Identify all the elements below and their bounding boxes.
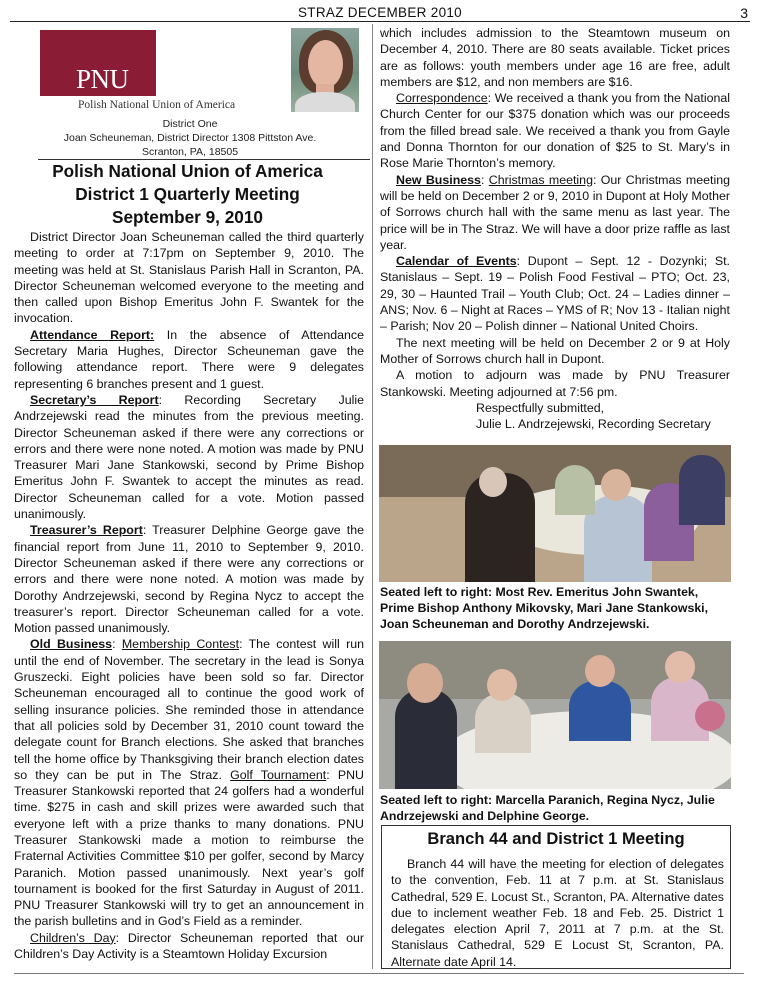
meeting-photo-2 bbox=[379, 641, 731, 789]
adjourn-paragraph: A motion to adjourn was made by PNU Treasurer Stankowski. Meeting adjourned at 7:56 pm. bbox=[380, 368, 730, 399]
photo-caption-1: Seated left to right: Most Rev. Emeritus John Swantek, Prime Bishop Anthony Mikovsky, Mari Jane Stankowski, Joan Scheuneman and Dorothy Andrzejewski. bbox=[380, 585, 709, 631]
childrens-day-continued: which includes admission to the Steamtown museum on December 4, 2010. There are 80 seats available. Ticket prices are as follows: youth members under age 16 are free, adult members are $12, and non members are $16. bbox=[380, 26, 730, 89]
district-line-1: District One bbox=[162, 118, 218, 130]
childrens-day-text-start: : Director Scheuneman reported that our Children’s Day Activity is a Steamtown Holiday Excursion bbox=[14, 930, 364, 962]
photo2-person-1 bbox=[395, 689, 457, 789]
running-title: STRAZ DECEMBER 2010 bbox=[298, 5, 462, 20]
calendar-text: : Dupont – Sept. 12 - Dozynki; St. Stanislaus – Sept. 19 – Polish Food Festival – PTO; Oct. 23, 29, 30 – Haunted Trail – Youth Club; Oct. 24 – Ladies dinner – ANS; Nov. 6 – Night at Races – YMS of R; Nov 13 - Italian night – Parish; Nov 20 – Polish dinner – National United Choirs. bbox=[380, 254, 730, 334]
treasurer-heading: Treasurer’s Report bbox=[30, 523, 143, 538]
photo2-head-3 bbox=[585, 655, 615, 687]
director-portrait bbox=[291, 28, 359, 112]
photo2-flowers bbox=[695, 701, 725, 731]
notice-text: Branch 44 will have the meeting for election of delegates to the convention, Feb. 11 at 7 p.m. at St. Stanislaus Cathedral, 529 E. Locust St., Scranton, PA. Alternative dates due to inclement weather Feb. 18 and Feb. 25. District 1 delegates election April 7, 2011 at 7 p.m. at the St. Stanislaus Cathedral, 529 E Locust St, Scranton, PA. Alternate date April 14. bbox=[391, 857, 724, 969]
signoff-line-1: Respectfully submitted, bbox=[476, 400, 605, 415]
portrait-shirt bbox=[295, 92, 355, 112]
meeting-photo-1 bbox=[379, 445, 731, 582]
intro-paragraph: District Director Joan Scheuneman called the third quarterly meeting to order at 7:17pm on September 9, 2010. The meeting was held at St. Stanislaus Parish Hall in Scranton, PA. Director Scheuneman welcomed everyone to the meeting and then called upon Bishop Emeritus John F. Swantek for the invocation. bbox=[14, 230, 364, 326]
footer-rule bbox=[14, 973, 744, 974]
notice-title: Branch 44 and District 1 Meeting bbox=[427, 829, 685, 848]
title-line-1: Polish National Union of America bbox=[52, 161, 323, 181]
page-header bbox=[10, 4, 750, 22]
photo2-head-1 bbox=[407, 663, 443, 703]
photo1-head-2 bbox=[601, 469, 631, 501]
photo1-person-5 bbox=[679, 455, 725, 525]
old-business-colon: : bbox=[112, 637, 122, 652]
calendar-paragraph bbox=[380, 253, 730, 334]
new-business-text: : Our Christmas meeting will be held on December 2 or 9, 2010 in Dupont at Holy Mother of Sorrows church hall with the same menu as last year. The price will be in The Straz. We will have a door prize raffle as last year. bbox=[380, 172, 730, 252]
new-business-colon: : bbox=[480, 172, 489, 187]
childrens-day-label: Children’s Day bbox=[30, 930, 116, 945]
membership-contest-label: Membership Contest bbox=[121, 637, 240, 652]
next-meeting-paragraph: The next meeting will be held on December 2 or 9 at Holy Mother of Sorrows church hall in Dupont. bbox=[380, 335, 730, 366]
correspondence-paragraph bbox=[380, 90, 730, 171]
article-column-left bbox=[14, 229, 364, 962]
attendance-paragraph bbox=[14, 327, 364, 392]
signoff-line-2: Julie L. Andrzejewski, Recording Secretary bbox=[476, 417, 711, 432]
secretary-paragraph bbox=[14, 392, 364, 522]
notice-box bbox=[381, 825, 731, 969]
photo1-head-1 bbox=[479, 467, 507, 497]
golf-label: Golf Tournament bbox=[230, 767, 327, 782]
article-title bbox=[10, 160, 365, 229]
correspondence-label: Correspondence bbox=[396, 91, 488, 106]
pnu-logo-caption: Polish National Union of America bbox=[78, 99, 236, 111]
title-line-3: September 9, 2010 bbox=[112, 207, 263, 227]
pnu-logo-mark: PNU bbox=[76, 64, 129, 94]
portrait-face bbox=[308, 40, 343, 88]
district-line-3: Scranton, PA, 18505 bbox=[141, 146, 239, 158]
photo2-person-2 bbox=[475, 693, 531, 753]
golf-text: : PNU Treasurer Stankowski reported that 24 golfers had a wonderful time. $275 in cash and skill prizes were awarded such that everyone left with a prize thanks to many donations. PNU Treasurer Stankowski made a motion to reimburse the Fraternal Activities Committee $10 per golfer, second by Marcy Paranich. Motion passed unanimously. Next year’s golf tournament is booked for the first Saturday in August of 2011. PNU Treasurer Stankowski will try to get an announcement in the parish bulletins and in God’s Field as a reminder. bbox=[14, 767, 365, 929]
column-divider bbox=[372, 24, 373, 969]
treasurer-paragraph bbox=[14, 522, 364, 636]
pnu-logo bbox=[40, 30, 156, 96]
page-number: 3 bbox=[740, 5, 748, 21]
attendance-text: In the absence of Attendance Secretary Maria Hughes, Director Scheuneman gave the following attendance report. There were 9 delegates representing 6 branches present and 1 guest. bbox=[14, 327, 364, 391]
old-business-text: : The contest will run until the end of November. The secretary in the lead is Sonya Gruszecki. Eight policies have been sold so far. Director Scheuneman encouraged all to continue the good work of selling insurance policies. She reminded those in attendance that all policies sold by December 31, 2010 count toward the delegate count for Branch elections. She asked that branches tell the home office by Thanksgiving their branch election dates so they can be put in The Straz. bbox=[14, 637, 365, 782]
title-line-2: District 1 Quarterly Meeting bbox=[75, 184, 300, 204]
childrens-day-paragraph bbox=[14, 930, 364, 963]
correspondence-text: : We received a thank you from the National Church Center for our $375 donation which was our proceeds from the filled bread sale. We received a thank you from Gayle and Donna Thornton for our donation of $25 to St. Mary’s in Rose Marie Thornton’s memory. bbox=[380, 91, 730, 171]
article-column-right bbox=[380, 25, 730, 432]
photo2-person-3 bbox=[569, 681, 631, 741]
photo1-person-4 bbox=[555, 465, 595, 515]
photo-caption-2: Seated left to right: Marcella Paranich, Regina Nycz, Julie Andrzejewski and Delphine George. bbox=[380, 793, 715, 823]
secretary-heading: Secretary’s Report bbox=[30, 392, 159, 407]
treasurer-text: : Treasurer Delphine George gave the financial report from June 11, 2010 to September 9, 2010. Director Scheuneman asked if there were any corrections or errors and there were none noted. A motion was made by Dorothy Andrzejewski, second by Regina Nycz to accept the treasurer’s report. Director Scheuneman called for a vote. Motion passed unanimously. bbox=[14, 523, 365, 636]
attendance-heading: Attendance Report: bbox=[30, 327, 155, 342]
photo2-head-2 bbox=[487, 669, 517, 701]
old-business-paragraph bbox=[14, 636, 364, 929]
district-line-2: Joan Scheuneman, District Director 1308 Pittston Ave. bbox=[63, 132, 317, 144]
new-business-heading: New Business bbox=[396, 172, 481, 187]
photo2-head-4 bbox=[665, 651, 695, 683]
secretary-text: : Recording Secretary Julie Andrzejewski read the minutes from the previous meeting. Director Scheuneman asked if there were any corrections or errors and there were none noted. A motion was made by PNU Treasurer Mari Jane Stankowski, second by Prime Bishop Emeritus John F. Swantek to accept the minutes as read. Director Scheuneman called for a vote. Motion passed unanimously. bbox=[14, 392, 364, 522]
old-business-heading: Old Business bbox=[30, 637, 113, 652]
calendar-heading: Calendar of Events bbox=[396, 254, 517, 269]
district-info bbox=[10, 117, 370, 159]
new-business-paragraph bbox=[380, 172, 730, 253]
christmas-meeting-label: Christmas meeting bbox=[488, 172, 593, 187]
